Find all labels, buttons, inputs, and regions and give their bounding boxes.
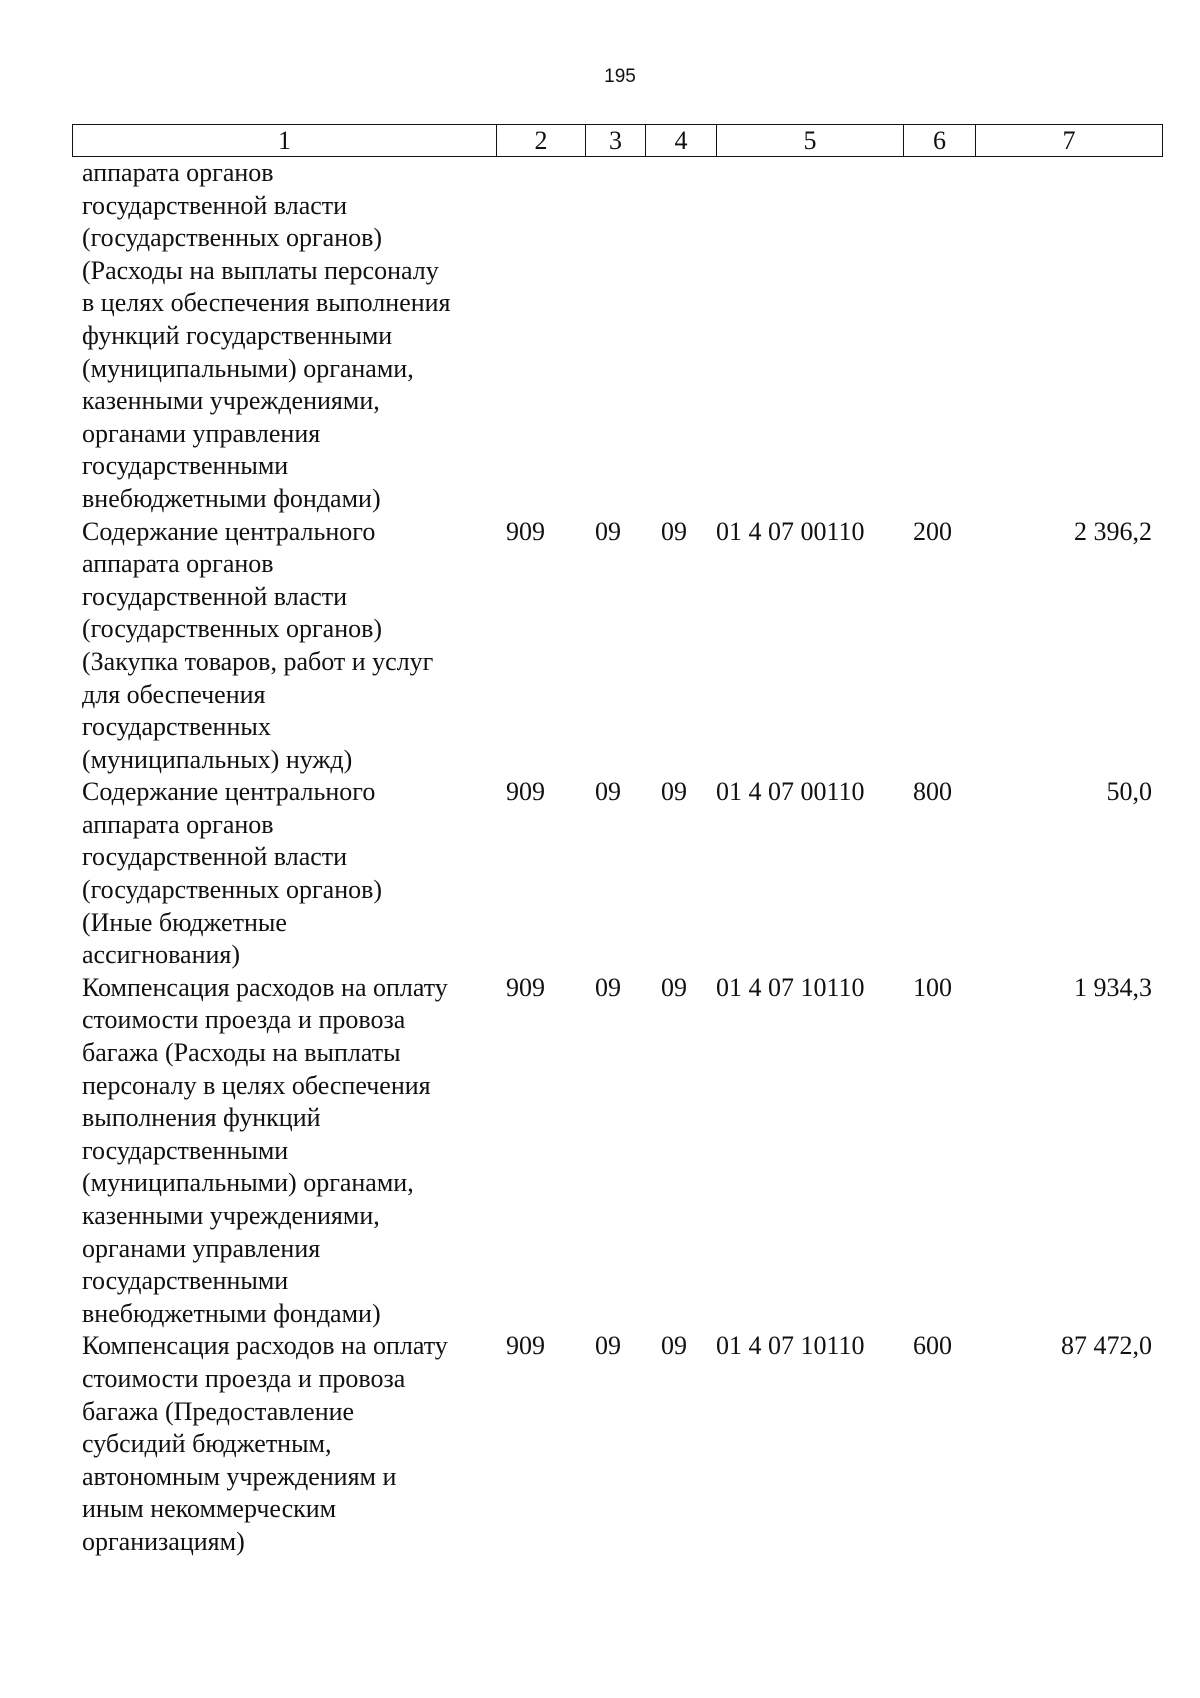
- expense-name-line: (муниципальными) органами,: [82, 1168, 414, 1198]
- table-row: [72, 516, 1162, 777]
- expense-type-cell: 800: [913, 777, 952, 807]
- expense-name-line: государственных: [82, 712, 271, 742]
- expense-name-line: (государственных органов): [82, 875, 383, 905]
- target-article-cell: 01 4 07 00110: [716, 777, 865, 807]
- expense-name-line: государственными: [82, 451, 289, 481]
- amount-cell: 50,0: [1106, 777, 1152, 807]
- expense-name-cell: [72, 157, 496, 516]
- subsection-code-cell: 09: [661, 972, 687, 1002]
- section-code-cell: 09: [595, 516, 621, 546]
- expense-name-line: внебюджетными фондами): [82, 1298, 381, 1328]
- target-article-cell: 01 4 07 10110: [716, 972, 865, 1002]
- expense-name-line: стоимости проезда и провоза: [82, 1363, 406, 1393]
- section-code-cell: 09: [595, 777, 621, 807]
- expense-name-line: иным некоммерческим: [82, 1494, 337, 1524]
- header-cell-7: 7: [976, 125, 1163, 157]
- expense-name-line: государственными: [82, 1266, 289, 1296]
- expense-name-cell: [72, 776, 496, 972]
- amount-cell: 2 396,2: [1074, 516, 1152, 546]
- header-cell-3: 3: [586, 125, 646, 157]
- table-row: [72, 776, 1162, 972]
- header-row: [73, 125, 1163, 157]
- header-cell-4: 4: [646, 125, 717, 157]
- expense-name-line: аппарата органов: [82, 809, 274, 839]
- section-code-cell: 09: [595, 972, 621, 1002]
- table-body: [72, 157, 1162, 1559]
- expense-name-line: государственными: [82, 1135, 289, 1165]
- amount-cell: [975, 157, 1162, 516]
- expense-name-line: стоимости проезда и провоза: [82, 1005, 406, 1035]
- expense-type-cell: [903, 157, 975, 516]
- expense-name-line: аппарата органов: [82, 549, 274, 579]
- subsection-code-cell: 09: [661, 516, 687, 546]
- target-article-cell: 01 4 07 00110: [716, 516, 865, 546]
- table-row: [72, 972, 1162, 1331]
- expense-name-line: Содержание центрального: [82, 777, 376, 807]
- expense-type-cell: 600: [913, 1331, 952, 1361]
- expense-name-line: (государственных органов): [82, 614, 383, 644]
- section-code-cell: 09: [595, 1331, 621, 1361]
- expense-name-line: органами управления: [82, 418, 321, 448]
- expense-name-line: функций государственными: [82, 320, 393, 350]
- expense-name-line: ассигнования): [82, 940, 241, 970]
- expense-name-line: (государственных органов): [82, 223, 383, 253]
- budget-table: [72, 157, 1162, 1559]
- expense-name-line: багажа (Расходы на выплаты: [82, 1038, 401, 1068]
- ministry-code-cell: 909: [506, 516, 545, 546]
- expense-name-line: (муниципальными) органами,: [82, 353, 414, 383]
- table-header: [72, 124, 1163, 157]
- page-number: 195: [604, 66, 636, 87]
- expense-name-cell: [72, 972, 496, 1331]
- expense-name-line: органами управления: [82, 1233, 321, 1263]
- expense-name-cell: [72, 516, 496, 777]
- expense-name-line: для обеспечения: [82, 679, 266, 709]
- header-cell-5: 5: [717, 125, 904, 157]
- expense-type-cell: 100: [913, 972, 952, 1002]
- expense-name-line: Компенсация расходов на оплату: [82, 1331, 448, 1361]
- header-cell-6: 6: [904, 125, 976, 157]
- amount-cell: 87 472,0: [1061, 1331, 1152, 1361]
- ministry-code-cell: 909: [506, 777, 545, 807]
- expense-name-line: государственной власти: [82, 842, 348, 872]
- subsection-code-cell: 09: [661, 1331, 687, 1361]
- expense-name-line: организациям): [82, 1526, 245, 1556]
- expense-name-line: (Расходы на выплаты персоналу: [82, 255, 439, 285]
- expense-name-line: (Иные бюджетные: [82, 907, 287, 937]
- expense-name-line: Компенсация расходов на оплату: [82, 972, 448, 1002]
- ministry-code-cell: [496, 157, 585, 516]
- expense-name-line: персоналу в целях обеспечения: [82, 1070, 431, 1100]
- header-cell-2: 2: [497, 125, 586, 157]
- expense-name-line: в целях обеспечения выполнения: [82, 288, 451, 318]
- table-row: [72, 1330, 1162, 1558]
- section-code-cell: [585, 157, 645, 516]
- header-cell-1: 1: [73, 125, 497, 157]
- expense-name-line: багажа (Предоставление: [82, 1396, 355, 1426]
- expense-name-line: Содержание центрального: [82, 516, 376, 546]
- ministry-code-cell: 909: [506, 972, 545, 1002]
- subsection-code-cell: 09: [661, 777, 687, 807]
- target-article-cell: [716, 157, 903, 516]
- expense-name-line: внебюджетными фондами): [82, 483, 381, 513]
- expense-name-line: выполнения функций: [82, 1103, 321, 1133]
- subsection-code-cell: [645, 157, 716, 516]
- expense-name-line: казенными учреждениями,: [82, 1201, 380, 1230]
- expense-name-cell: [72, 1330, 496, 1558]
- expense-name-line: (муниципальных) нужд): [82, 744, 353, 774]
- target-article-cell: 01 4 07 10110: [716, 1331, 865, 1361]
- expense-name-line: субсидий бюджетным,: [82, 1429, 332, 1459]
- amount-cell: 1 934,3: [1074, 972, 1152, 1002]
- table-row: [72, 157, 1162, 516]
- expense-name-line: аппарата органов: [82, 158, 274, 187]
- ministry-code-cell: 909: [506, 1331, 545, 1361]
- expense-type-cell: 200: [913, 516, 952, 546]
- expense-name-line: (Закупка товаров, работ и услуг: [82, 646, 434, 676]
- expense-name-line: государственной власти: [82, 190, 348, 220]
- expense-name-line: государственной власти: [82, 581, 348, 611]
- expense-name-line: казенными учреждениями,: [82, 386, 380, 416]
- expense-name-line: автономным учреждениям и: [82, 1461, 397, 1491]
